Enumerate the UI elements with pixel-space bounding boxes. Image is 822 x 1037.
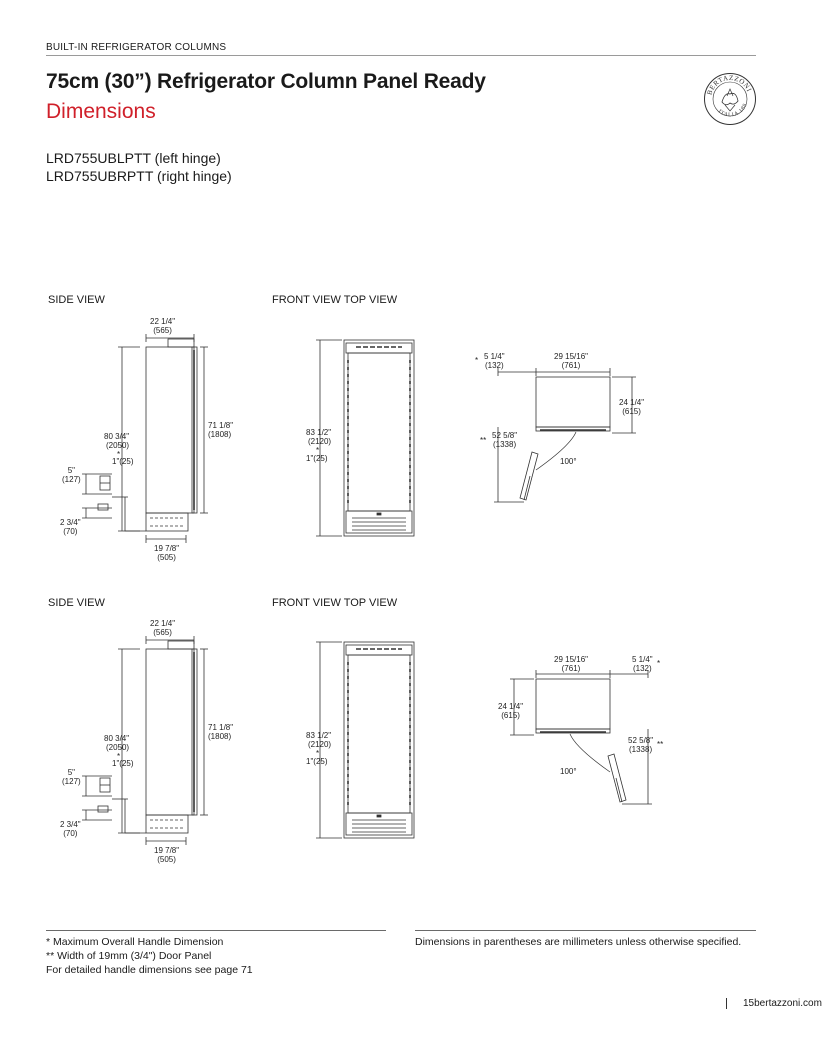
svg-text:ITALIA 1882: ITALIA 188 <box>716 102 749 119</box>
side-view-drawing-1 <box>82 334 208 543</box>
top-door-star-2: ** <box>657 740 664 749</box>
top-handle-label-2: 5 1/4" (132) <box>632 655 653 673</box>
side-view-label: SIDE VIEW <box>48 294 105 306</box>
front-star-label: * <box>316 446 320 455</box>
page-title: 75cm (30”) Refrigerator Column Panel Ready <box>46 70 486 93</box>
side-door-height-label: 71 1/8" (1808) <box>208 421 234 439</box>
top-door-open-label: 52 5/8" (1338) <box>492 431 518 449</box>
front-adjust-label-2: 1"(25) <box>306 757 328 766</box>
side-plinth-label-2: 5" (127) <box>62 768 81 786</box>
footnote-handle-page: For detailed handle dimensions see page 71 <box>46 964 253 976</box>
front-top-view-label-2: FRONT VIEW TOP VIEW <box>272 597 398 609</box>
side-view-drawing-2 <box>82 636 208 845</box>
page-subtitle: Dimensions <box>46 100 156 123</box>
model-left-hinge: LRD755UBLPTT (left hinge) <box>46 150 221 166</box>
side-depth-label: 19 7/8" (505) <box>154 544 180 562</box>
front-adjust-label: 1"(25) <box>306 454 328 463</box>
side-top-width-label-2: 22 1/4" (565) <box>150 619 176 637</box>
model-right-hinge: LRD755UBRPTT (right hinge) <box>46 168 232 184</box>
footer-rule-left <box>46 930 386 931</box>
page-number: 15 <box>743 998 755 1009</box>
top-angle-label: 100° <box>560 457 577 466</box>
side-adjust-label-2: 1"(25) <box>112 759 134 768</box>
top-angle-label-2: 100° <box>560 767 577 776</box>
page-divider <box>726 998 727 1009</box>
side-view-label-2: SIDE VIEW <box>48 597 105 609</box>
top-door-open-label-2: 52 5/8" (1338) <box>628 736 654 754</box>
side-door-height-label-2: 71 1/8" (1808) <box>208 723 234 741</box>
footnote-door-panel: ** Width of 19mm (3/4") Door Panel <box>46 950 212 962</box>
top-width-label: 29 15/16" (761) <box>554 352 588 370</box>
side-toe-label-2: 2 3/4" (70) <box>60 820 81 838</box>
front-height-label-2: 83 1/2" (2120) <box>306 731 332 749</box>
side-star-label: * <box>117 450 121 459</box>
top-handle-label: 5 1/4" (132) <box>484 352 505 370</box>
side-plinth-label: 5" (127) <box>62 466 81 484</box>
side-adjust-label: 1"(25) <box>112 457 134 466</box>
footer-rule-right <box>415 930 756 931</box>
front-top-view-label: FRONT VIEW TOP VIEW <box>272 294 398 306</box>
svg-text:BERTAZZONI: BERTAZZONI <box>705 73 754 97</box>
side-star-label-2: * <box>117 752 121 761</box>
site-url: bertazzoni.com <box>754 998 822 1009</box>
side-overall-height-label-2: 80 3/4" (2050) <box>104 734 130 752</box>
front-star-label-2: * <box>316 749 320 758</box>
top-door-star: ** <box>480 436 487 445</box>
side-overall-height-label: 80 3/4" (2050) <box>104 432 130 450</box>
section-label: BUILT-IN REFRIGERATOR COLUMNS <box>46 42 227 53</box>
footnote-right: Dimensions in parentheses are millimeters unless otherwise specified. <box>415 936 742 948</box>
top-handle-star: * <box>475 356 479 365</box>
side-toe-label: 2 3/4" (70) <box>60 518 81 536</box>
top-depth-label: 24 1/4" (615) <box>619 398 645 416</box>
top-width-label-2: 29 15/16" (761) <box>554 655 588 673</box>
page-footer <box>743 998 822 1009</box>
top-handle-star-2: * <box>657 659 661 668</box>
side-depth-label-2: 19 7/8" (505) <box>154 846 180 864</box>
side-top-width-label: 22 1/4" (565) <box>150 317 176 335</box>
top-depth-label-2: 24 1/4" (615) <box>498 702 524 720</box>
footnote-handle: * Maximum Overall Handle Dimension <box>46 936 224 948</box>
footnotes-left <box>46 935 376 977</box>
front-height-label: 83 1/2" (2120) <box>306 428 332 446</box>
